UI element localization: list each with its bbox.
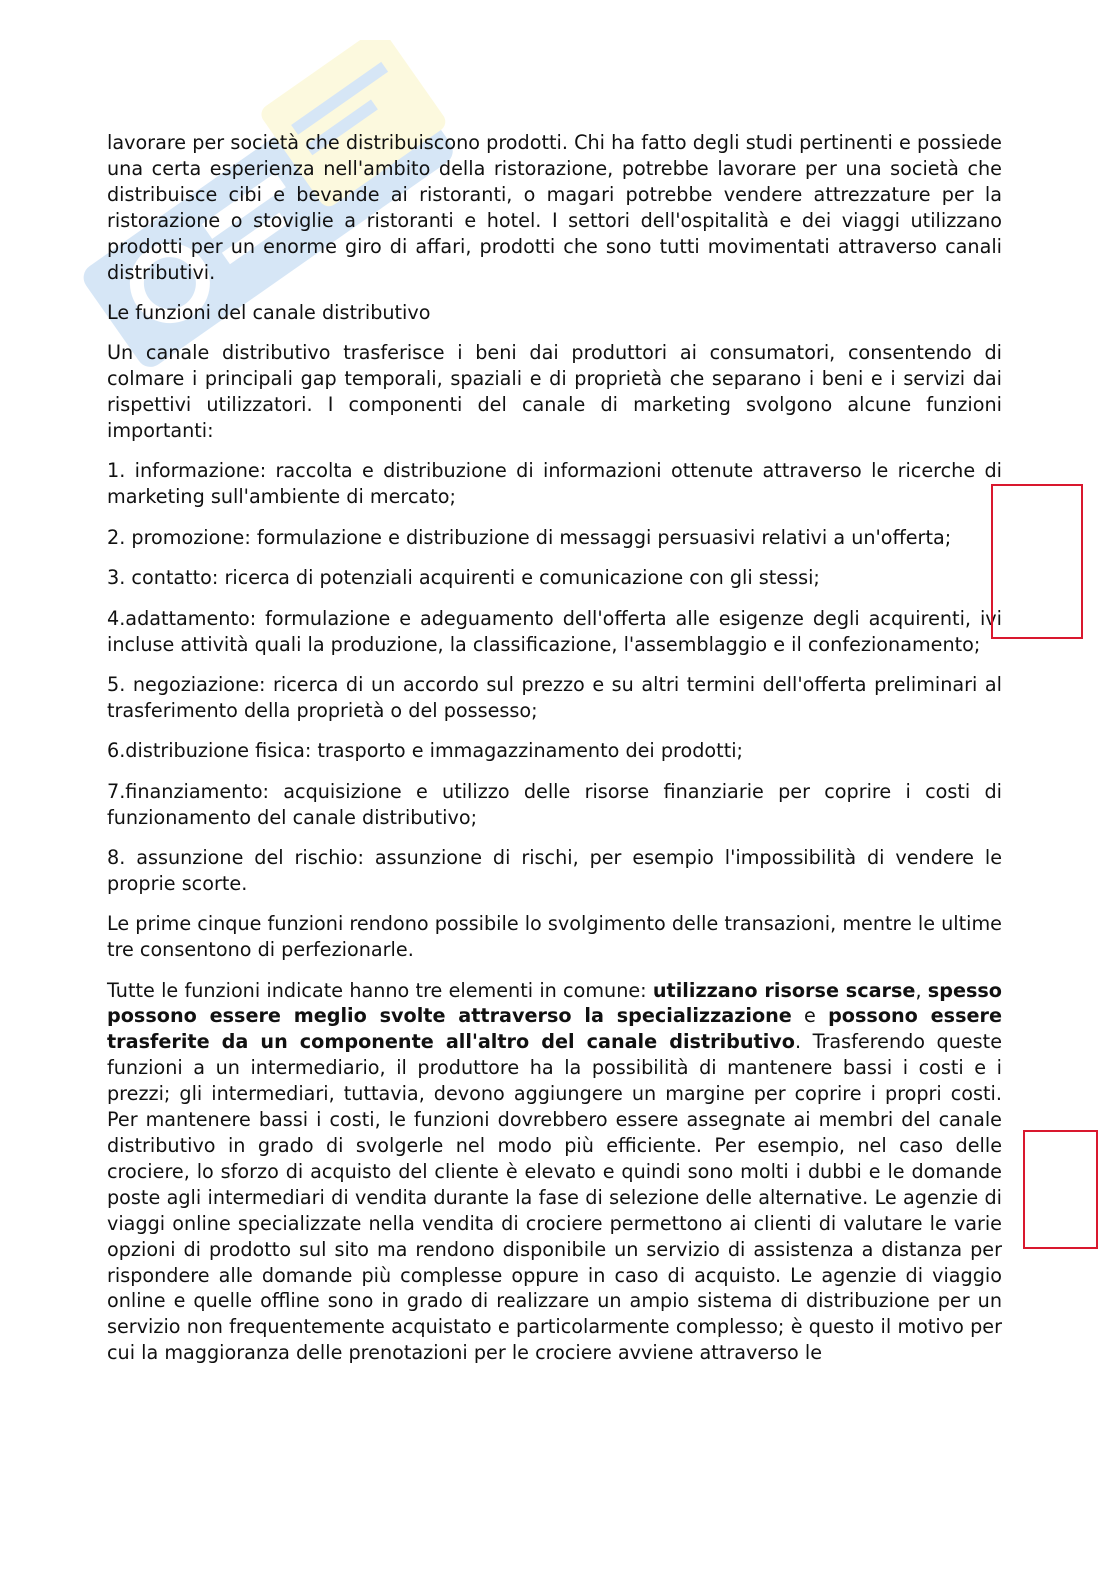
document-body	[107, 130, 1002, 1381]
final-rest: . Trasferendo queste funzioni a un intermediario, il produttore ha la possibilità di mantenere bassi i costi e i prezzi; gli intermediari, tuttavia, devono aggiungere un margine per coprire i propri costi. Per mantenere bassi i costi, le funzioni dovrebbero essere assegnate ai membri del canale distributivo in grado di svolgerle nel modo più efficiente. Per esempio, nel caso delle crociere, lo sforzo di acquisto del cliente è elevato e quindi sono molti i dubbi e le domande poste agli intermediari di vendita durante la fase di selezione delle alternative. Le agenzie di viaggi online specializzate nella vendita di crociere permettono ai clienti di valutare le varie opzioni di prodotto sul sito ma rendono disponibile un servizio di assistenza a distanza per rispondere alle domande più complesse oppure in caso di acquisto. Le agenzie di viaggio online e quelle offline sono in grado di realizzare un ampio sistema di distribuzione per un servizio non frequentemente acquistato e particolarmente complesso; è questo il motivo per cui la maggioranza delle prenotazioni per le crociere avviene attraverso le	[107, 1030, 1002, 1365]
final-intro: Tutte le funzioni indicate hanno tre elementi in comune:	[107, 978, 653, 1002]
list-item-adattamento: 4.adattamento: formulazione e adeguamento dell'offerta alle esigenze degli acquirenti, ivi incluse attività quali la produzione, la classificazione, l'assemblaggio e il confezionamento;	[107, 606, 1002, 656]
paragraph-definition: Un canale distributivo trasferisce i beni dai produttori ai consumatori, consentendo di colmare i principali gap temporali, spaziali e di proprietà che separano i beni e i servizi dai rispettivi utilizzatori. I componenti del canale di marketing svolgono alcune funzioni importanti:	[107, 341, 1002, 443]
annotation-box-upper	[991, 484, 1083, 639]
list-item-negoziazione: 5. negoziazione: ricerca di un accordo sul prezzo e su altri termini dell'offerta preliminari al trasferimento della proprietà o del possesso;	[107, 672, 1002, 722]
final-sep-2: e	[791, 1004, 829, 1028]
list-item-finanziamento: 7.finanziamento: acquisizione e utilizzo delle risorse finanziarie per coprire i costi di funzionamento del canale distributivo;	[107, 779, 1002, 829]
paragraph-intro: lavorare per società che distribuiscono prodotti. Chi ha fatto degli studi pertinenti e possiede una certa esperienza nell'ambito della ristorazione, potrebbe lavorare per una società che distribuisce cibi e bevande ai ristoranti, o magari potrebbe vendere attrezzature per la ristorazione o stoviglie a ristoranti e hotel. I settori dell'ospitalità e dei viaggi utilizzano prodotti per un enorme giro di affari, prodotti che sono tutti movimentati attraverso canali distributivi.	[107, 131, 1002, 284]
final-bold-2: spesso possono essere meglio svolte attraverso la specializzazione	[107, 978, 1002, 1028]
annotation-box-lower	[1023, 1130, 1098, 1249]
final-bold-3: possono essere trasferite da un componente all'altro del canale distributivo	[107, 1004, 1002, 1054]
final-sep-1: ,	[915, 978, 928, 1002]
list-item-distribuzione-fisica: 6.distribuzione fisica: trasporto e immagazzinamento dei prodotti;	[107, 739, 744, 763]
list-item-promozione: 2. promozione: formulazione e distribuzione di messaggi persuasivi relativi a un'offerta;	[107, 525, 952, 549]
section-heading: Le funzioni del canale distributivo	[107, 300, 431, 324]
paragraph-summary: Le prime cinque funzioni rendono possibile lo svolgimento delle transazioni, mentre le ultime tre consentono di perfezionarle.	[107, 912, 1002, 962]
list-item-contatto: 3. contatto: ricerca di potenziali acquirenti e comunicazione con gli stessi;	[107, 566, 820, 590]
final-bold-1: utilizzano risorse scarse	[652, 978, 916, 1002]
list-item-informazione: 1. informazione: raccolta e distribuzione di informazioni ottenute attraverso le ricerche di marketing sull'ambiente di mercato;	[107, 459, 1002, 509]
paragraph-final	[107, 978, 1002, 1367]
list-item-rischio: 8. assunzione del rischio: assunzione di rischi, per esempio l'impossibilità di vendere le proprie scorte.	[107, 845, 1002, 895]
